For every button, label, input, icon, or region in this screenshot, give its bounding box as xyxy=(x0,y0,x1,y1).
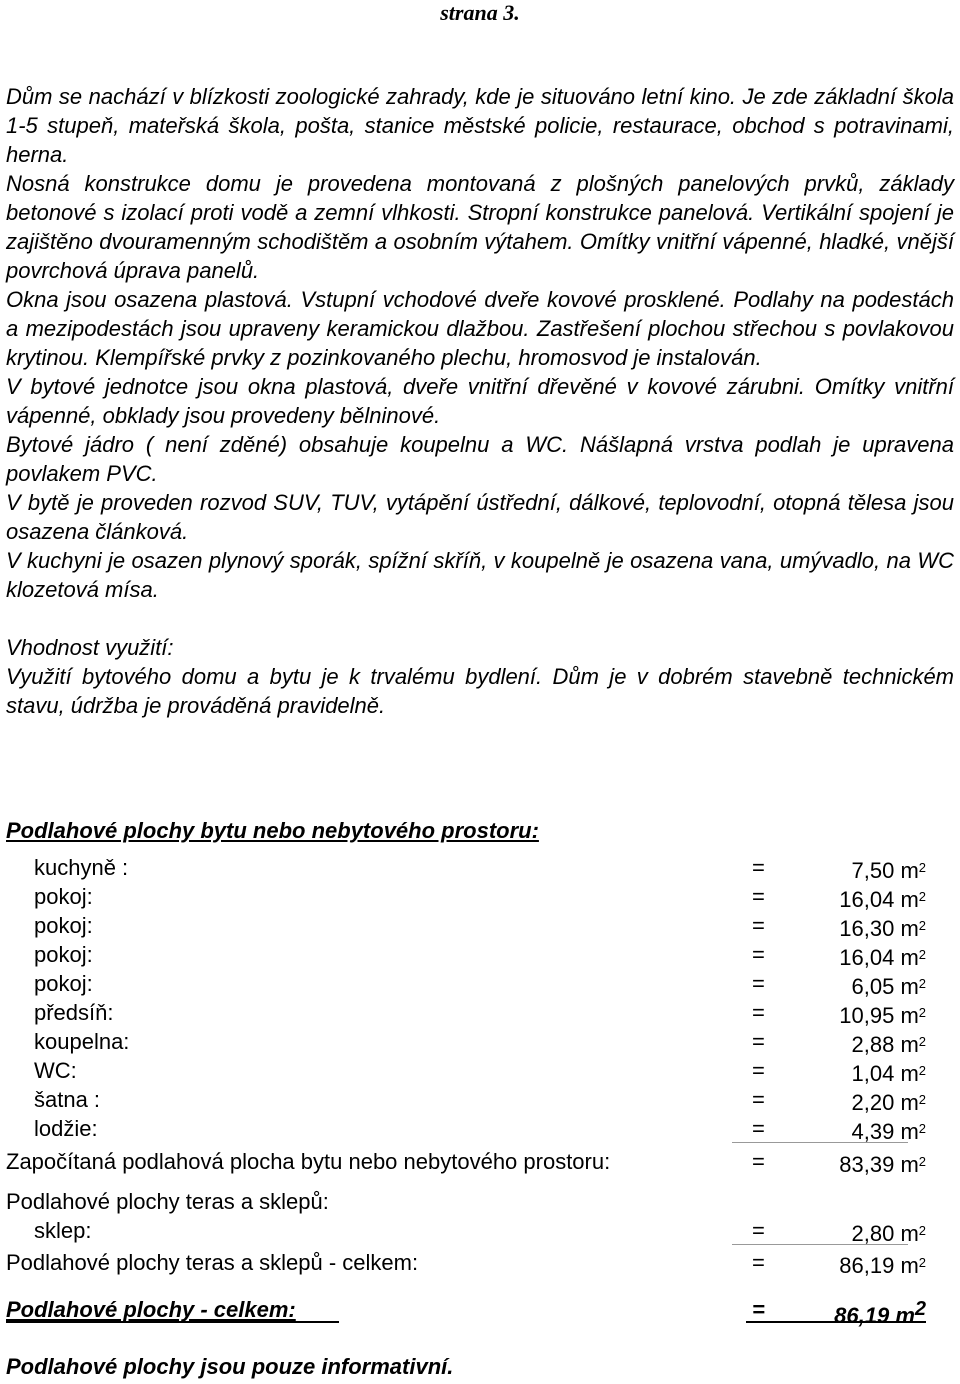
room-area-value: 1,04 $m^2$ xyxy=(851,1061,926,1086)
description-text xyxy=(6,82,954,720)
grand-total-label: Podlahové plochy - celkem: xyxy=(6,1297,296,1322)
room-label: kuchyně : xyxy=(34,855,129,880)
equals-sign: = xyxy=(752,1058,765,1083)
terraces-total-row xyxy=(6,1248,926,1277)
equals-sign: = xyxy=(752,1000,765,1025)
room-area-value: 7,50 $m^2$ xyxy=(851,858,926,883)
utilities-paragraph: V bytě je proveden rozvod SUV, TUV, vytápění ústřední, dálkové, teplovodní, otopná tělesa jsou osazena článková. xyxy=(6,490,954,544)
equals-sign: = xyxy=(752,1297,765,1322)
counted-area-row xyxy=(6,1147,926,1176)
room-label: pokoj: xyxy=(34,942,93,967)
areas-title: Podlahové plochy bytu nebo nebytového prostoru: xyxy=(6,818,539,843)
counted-area-label: Započítaná podlahová plocha bytu nebo nebytového prostoru: xyxy=(6,1149,611,1174)
equals-sign: = xyxy=(752,1218,765,1243)
terraces-total-value: 86,19 $m^2$ xyxy=(839,1253,926,1278)
room-area-value: 2,88 $m^2$ xyxy=(851,1032,926,1057)
room-area-value: 2,20 $m^2$ xyxy=(851,1090,926,1115)
room-label: lodžie: xyxy=(34,1116,98,1141)
room-area-row xyxy=(34,1056,926,1085)
room-area-row xyxy=(34,1114,926,1143)
equals-sign: = xyxy=(752,884,765,909)
room-area-value: 6,05 $m^2$ xyxy=(851,974,926,999)
room-area-row xyxy=(34,1085,926,1114)
cellar-label: sklep: xyxy=(34,1218,92,1243)
unit-paragraph: V bytové jednotce jsou okna plastová, dveře vnitřní dřevěné v kovové zárubni. Omítky vnitřní vápenné, obklady jsou provedeny bělninové. xyxy=(6,374,954,428)
room-area-row xyxy=(34,911,926,940)
room-area-row xyxy=(34,882,926,911)
terraces-total-label: Podlahové plochy teras a sklepů - celkem: xyxy=(6,1250,419,1275)
grand-total-value-underline xyxy=(746,1321,926,1323)
room-area-row xyxy=(34,1027,926,1056)
grand-total-underline xyxy=(6,1321,339,1323)
equals-sign: = xyxy=(752,855,765,880)
room-area-value: 16,04 $m^2$ xyxy=(839,945,926,970)
cellar-value: 2,80 $m^2$ xyxy=(851,1221,926,1246)
equals-sign: = xyxy=(752,1149,765,1174)
core-paragraph: Bytové jádro ( není zděné) obsahuje koupelnu a WC. Nášlapná vrstva podlah je upravena povlakem PVC. xyxy=(6,432,954,486)
kitchen-paragraph: V kuchyni je osazen plynový sporák, spížní skříň, v koupelně je osazena vana, umývadlo, na WC klozetová mísa. xyxy=(6,548,954,602)
room-label: pokoj: xyxy=(34,913,93,938)
grand-total-row xyxy=(6,1295,926,1328)
areas-note: Podlahové plochy jsou pouze informativní. xyxy=(6,1354,454,1379)
location-paragraph: Dům se nachází v blízkosti zoologické zahrady, kde je situováno letní kino. Je zde základní škola 1-5 stupeň, mateřská škola, pošta, stanice městské policie, restaurace, obchod s potravinami, herna. xyxy=(6,84,954,167)
room-area-row xyxy=(34,969,926,998)
room-label: pokoj: xyxy=(34,884,93,909)
equals-sign: = xyxy=(752,971,765,996)
room-area-row xyxy=(34,853,926,882)
room-label: pokoj: xyxy=(34,971,93,996)
room-area-row xyxy=(34,998,926,1027)
equals-sign: = xyxy=(752,942,765,967)
cellar-row xyxy=(34,1216,926,1245)
sum-rule xyxy=(732,1244,908,1245)
equals-sign: = xyxy=(752,913,765,938)
counted-area-value: 83,39 $m^2$ xyxy=(839,1152,926,1177)
room-area-value: 16,30 $m^2$ xyxy=(839,916,926,941)
room-area-row xyxy=(34,940,926,969)
grand-total-value: 86,19 $m^2$ xyxy=(834,1298,926,1328)
room-label: šatna : xyxy=(34,1087,101,1112)
suitability-heading: Vhodnost využití: xyxy=(6,635,174,660)
room-area-value: 4,39 $m^2$ xyxy=(851,1119,926,1144)
equals-sign: = xyxy=(752,1116,765,1141)
page-number: strana 3. xyxy=(440,0,520,25)
room-area-value: 10,95 $m^2$ xyxy=(839,1003,926,1028)
windows-roof-paragraph: Okna jsou osazena plastová. Vstupní vchodové dveře kovové prosklené. Podlahy na podestách a mezipodestách jsou upraveny keramickou dlažbou. Zastřešení plochou střechou s povlakovou krytinou. Klempířské prvky z pozinkovaného plechu, hromosvod je instalován. xyxy=(6,287,954,370)
sum-rule xyxy=(732,1142,908,1143)
room-label: předsíň: xyxy=(34,1000,114,1025)
room-label: koupelna: xyxy=(34,1029,130,1054)
equals-sign: = xyxy=(752,1087,765,1112)
terraces-heading: Podlahové plochy teras a sklepů: xyxy=(6,1189,329,1214)
equals-sign: = xyxy=(752,1029,765,1054)
room-label: WC: xyxy=(34,1058,77,1083)
room-area-value: 16,04 $m^2$ xyxy=(839,887,926,912)
construction-paragraph: Nosná konstrukce domu je provedena montovaná z plošných panelových prvků, základy betonové s izolací proti vodě a zemní vlhkosti. Stropní konstrukce panelová. Vertikální spojení je zajištěno dvouramenným schodištěm a osobním výtahem. Omítky vnitřní vápenné, hladké, vnější povrchová úprava panelů. xyxy=(6,171,954,283)
suitability-text: Využití bytového domu a bytu je k trvalému bydlení. Dům je v dobrém stavebně technickém stavu, údržba je prováděná pravidelně. xyxy=(6,664,954,718)
equals-sign: = xyxy=(752,1250,765,1275)
